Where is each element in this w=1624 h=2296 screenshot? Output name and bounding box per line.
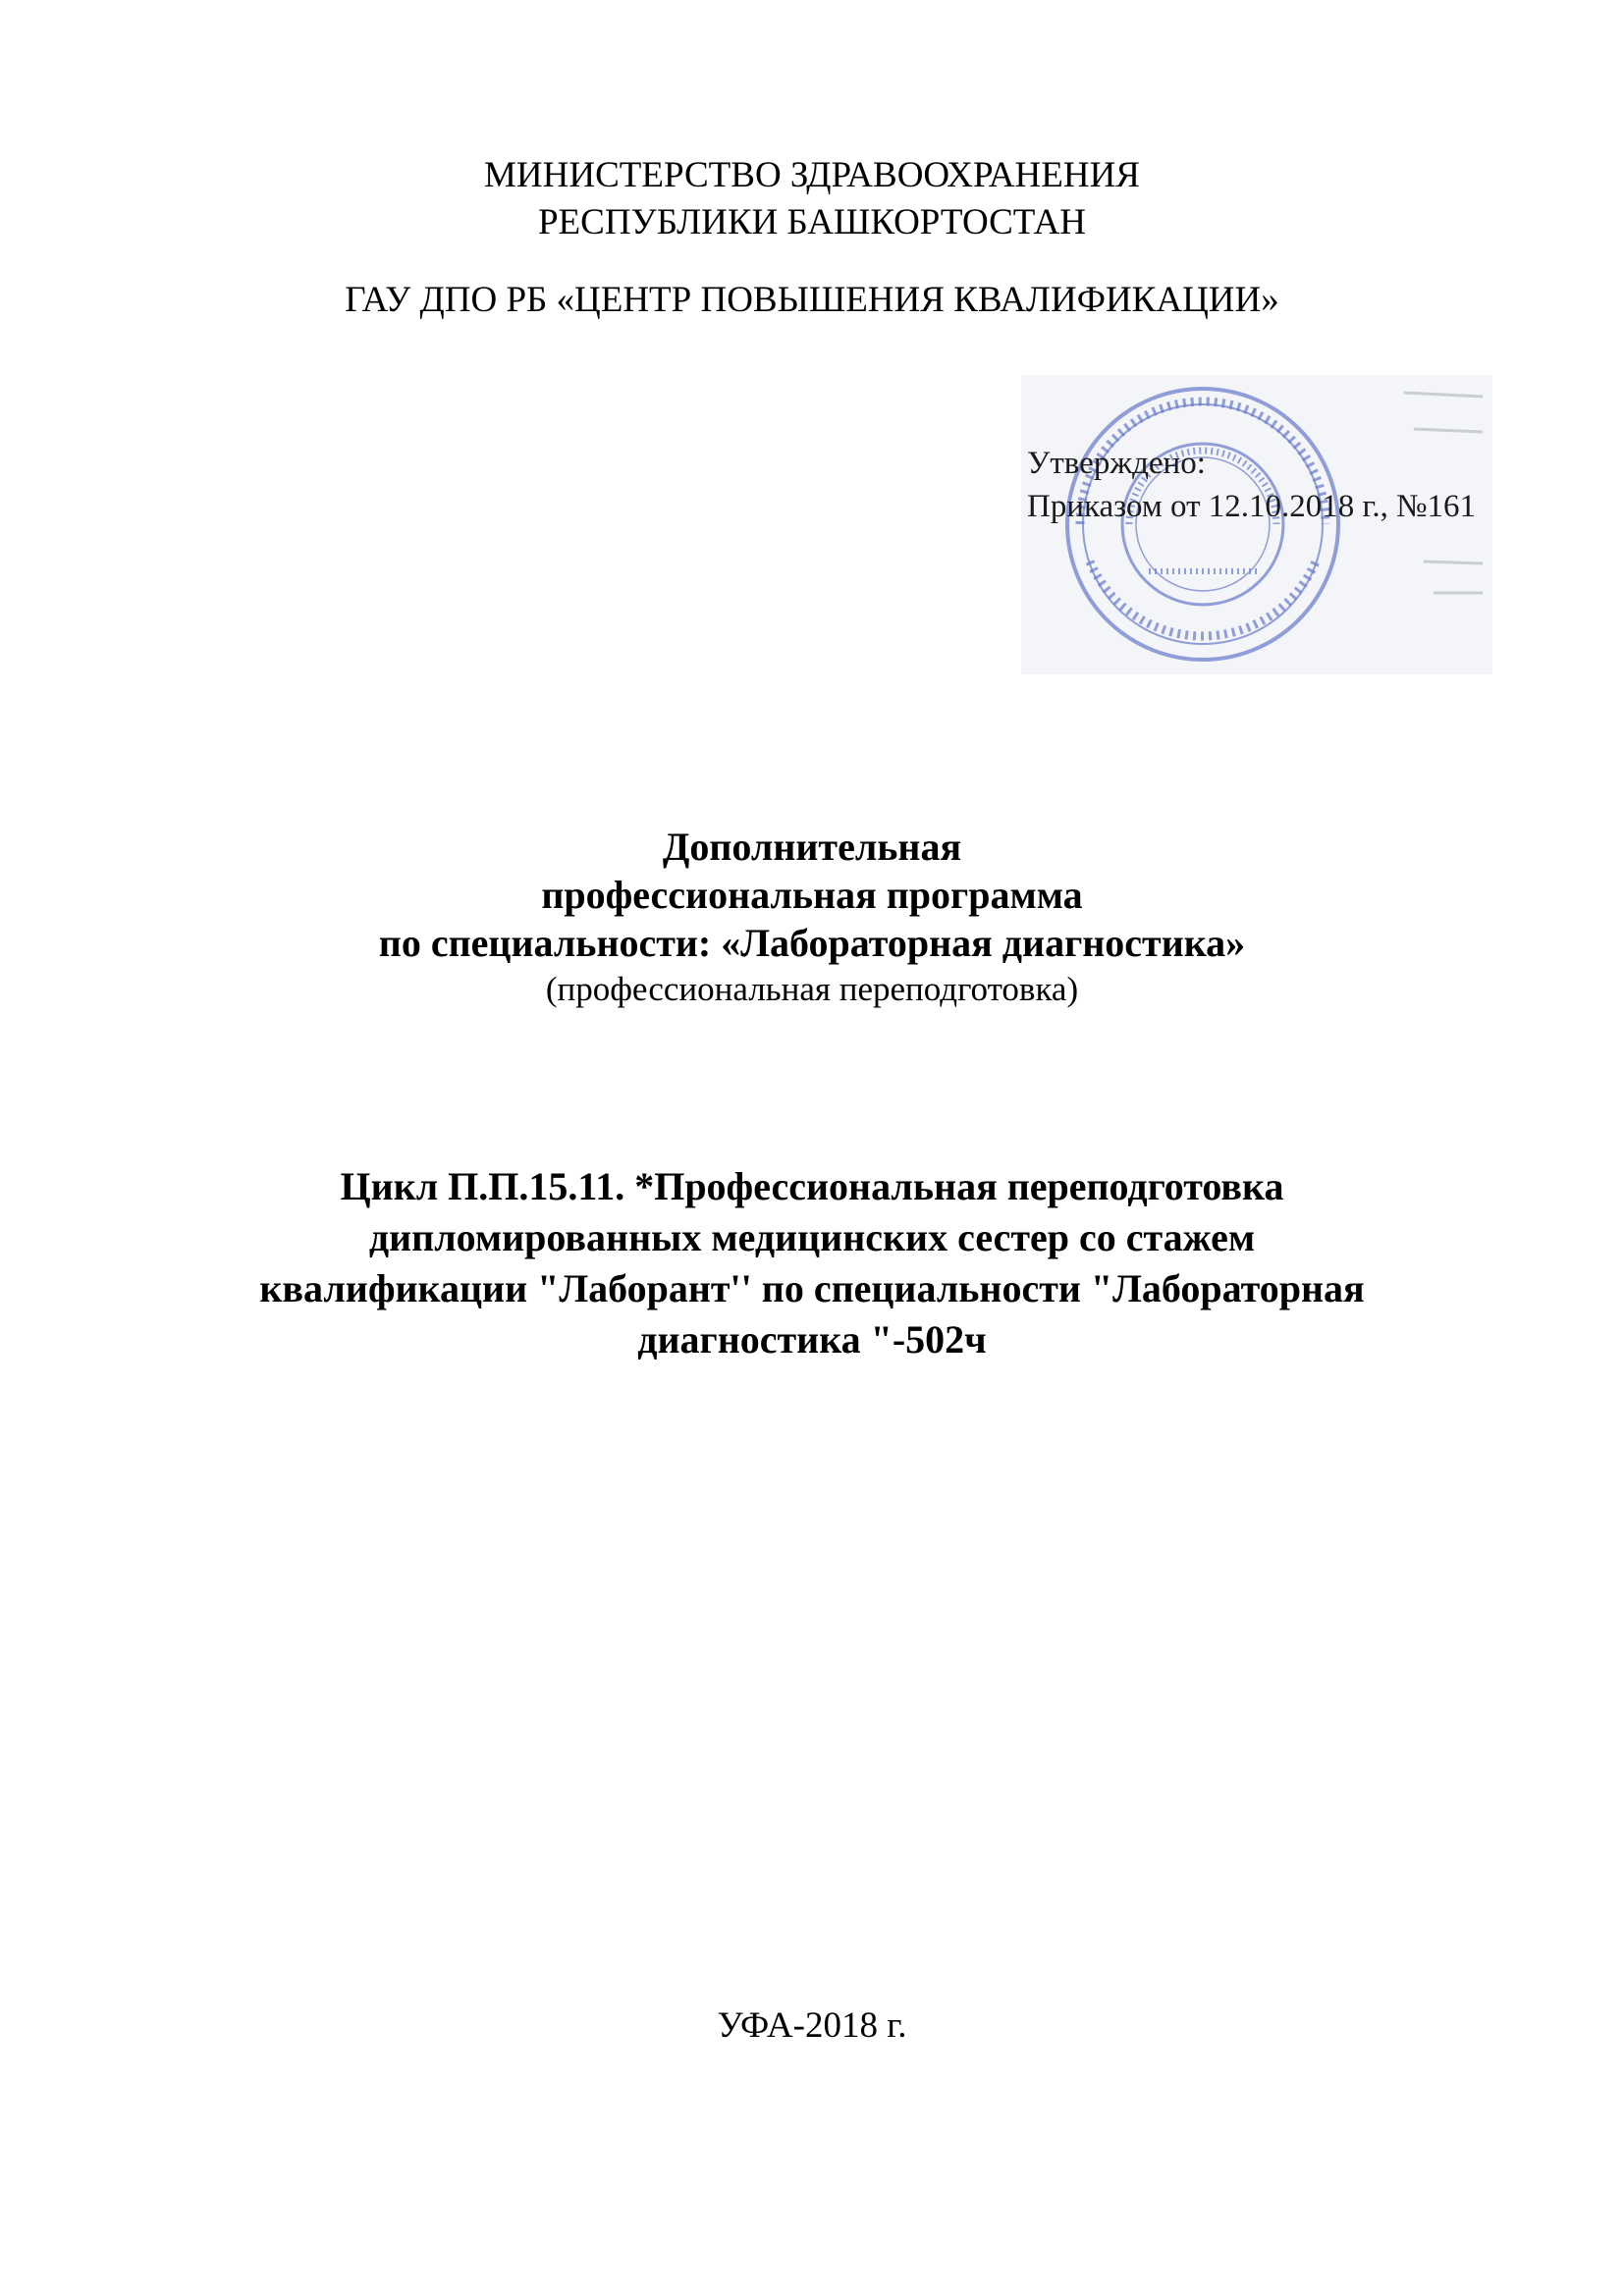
ministry-line-2: РЕСПУБЛИКИ БАШКОРТОСТАН <box>537 202 1087 242</box>
cycle-line-3: квалификации "Лаборант'' по специальности "Лабораторная <box>259 1266 1365 1310</box>
approval-label: Утверждено: <box>1027 446 1206 481</box>
cycle-line-2: дипломированных медицинских сестер со стажем <box>368 1215 1256 1259</box>
program-title-line-1: Дополнительная <box>662 825 962 869</box>
program-subtitle: (профессиональная переподготовка) <box>545 970 1079 1008</box>
city-year: УФА-2018 г. <box>717 2005 907 2046</box>
ministry-line-1: МИНИСТЕРСТВО ЗДРАВООХРАНЕНИЯ <box>484 155 1140 195</box>
program-title-line-3: по специальности: «Лабораторная диагностика» <box>378 921 1246 965</box>
approval-text <box>1027 442 1476 528</box>
organization-name: ГАУ ДПО РБ «ЦЕНТР ПОВЫШЕНИЯ КВАЛИФИКАЦИИ» <box>345 280 1279 320</box>
cycle-line-1: Цикл П.П.15.11. *Профессиональная переподготовка <box>340 1164 1284 1208</box>
program-title <box>0 823 1624 1012</box>
cycle-line-4: диагностика "-502ч <box>637 1317 987 1362</box>
cycle-title <box>0 1161 1624 1365</box>
approval-stamp-block <box>1021 375 1492 674</box>
approval-order: Приказом от 12.10.2018 г., №161 <box>1027 489 1477 524</box>
program-title-line-2: профессиональная программа <box>541 873 1083 917</box>
ministry-header <box>0 152 1624 246</box>
